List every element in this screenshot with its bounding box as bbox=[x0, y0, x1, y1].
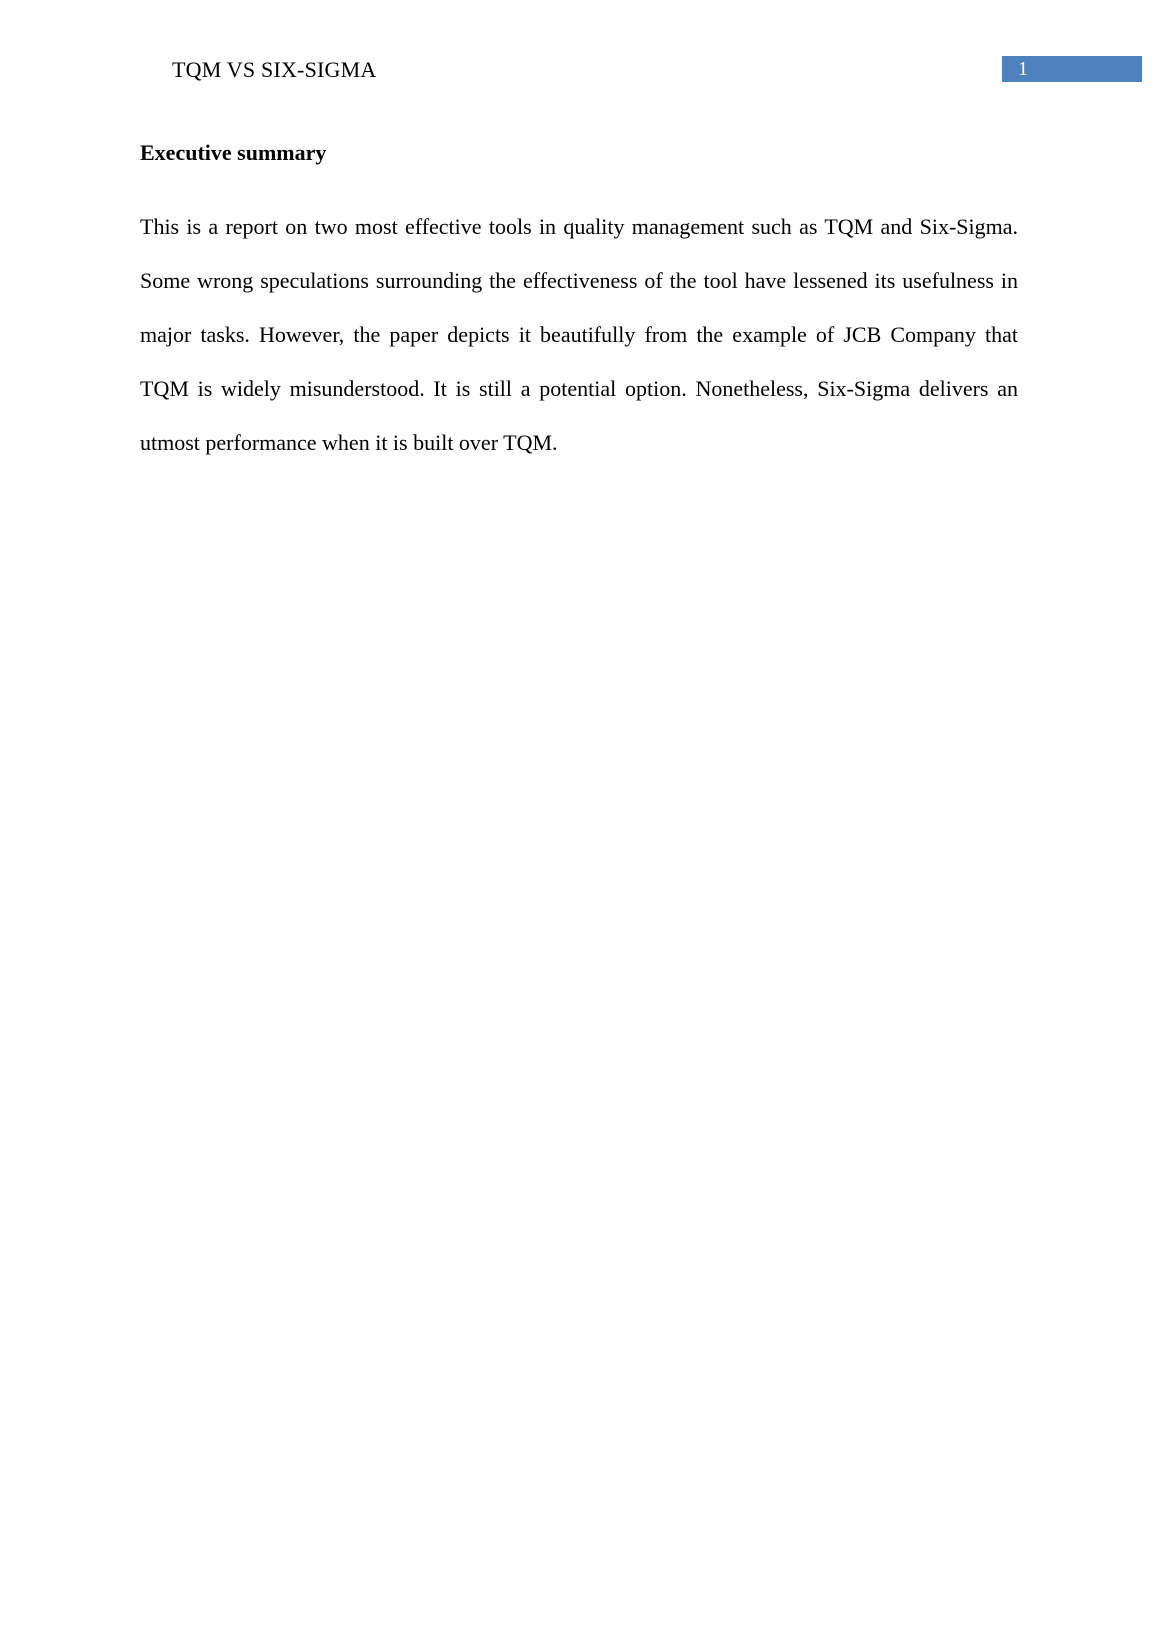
running-head: TQM VS SIX-SIGMA bbox=[172, 57, 377, 82]
page-number: 1 bbox=[1018, 58, 1028, 80]
section-heading: Executive summary bbox=[140, 140, 327, 165]
page-number-badge bbox=[1002, 56, 1142, 82]
summary-paragraph: This is a report on two most effective tools in quality management such as TQM and Six-Sigma. Some wrong speculations surrounding the effectiveness of the tool have lessened its usefulness in major tasks. However, the paper depicts it beautifully from the example of JCB Company that TQM is widely misunderstood. It is still a potential option. Nonetheless, Six-Sigma delivers an utmost performance when it is built over TQM. bbox=[140, 214, 1018, 455]
